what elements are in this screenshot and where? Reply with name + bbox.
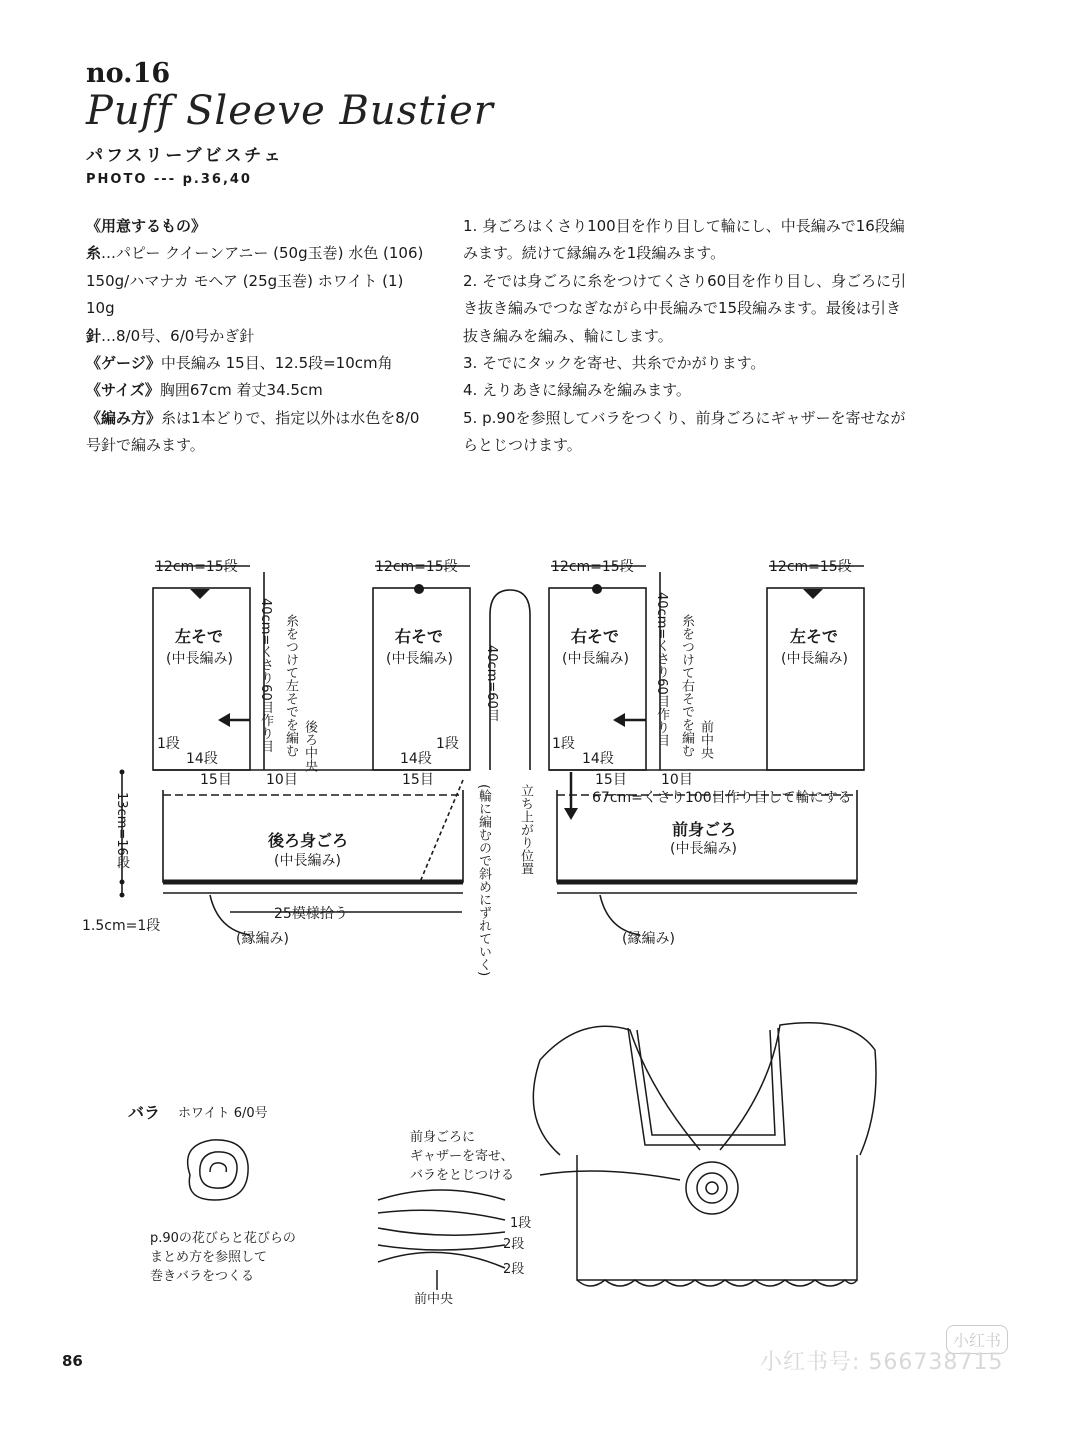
right-sleeve-label: 右そで <box>395 627 444 646</box>
left-sleeve-label: 左そで <box>175 627 224 646</box>
rise-note: (輪に編むので斜めにずれていく) <box>476 784 491 977</box>
pattern-number: no.16 <box>86 58 171 89</box>
rose-note: p.90の花びらと花びらの <box>150 1231 296 1246</box>
edging-label: (縁編み) <box>622 931 675 947</box>
needle-text: …8/0号、6/0号かぎ針 <box>101 326 255 345</box>
row-label: 1段 <box>510 1216 532 1231</box>
stitch-count: 10目 <box>266 772 298 788</box>
stitch-label: (中長編み) <box>386 651 453 667</box>
row-label: 2段 <box>503 1262 525 1277</box>
stitch-label: (中長編み) <box>562 651 629 667</box>
dim-label: 12cm=15段 <box>769 559 852 575</box>
stitch-count: 15目 <box>402 772 434 788</box>
step-item: 5. p.90を参照してバラをつくり、前身ごろにギャザーを寄せながらとじつけます。 <box>463 408 906 455</box>
stitch-label: (中長編み) <box>781 651 848 667</box>
watermark-id: 小红书号: 566738715 <box>760 1350 1004 1375</box>
body-chain-label: 67cm=くさり100目作り目して輪にする <box>592 790 852 806</box>
size-text: 胸囲67cm 着丈34.5cm <box>159 381 323 400</box>
rose-title: バラ <box>128 1103 161 1122</box>
step-item: 4. えりあきに縁編みを編みます。 <box>463 381 691 400</box>
chain-label: 40cm=くさり60目作り目 <box>258 598 273 753</box>
step-item: 3. そでにタックを寄せ、共糸でかがります。 <box>463 354 766 373</box>
step-item: 1. 身ごろはくさり100目を作り目して輪にし、中長編みで16段編みます。続けて縁編みを1段編みます。 <box>463 217 905 263</box>
row-label: 1段 <box>157 736 180 752</box>
materials-heading: 《用意するもの》 <box>86 217 207 235</box>
rose-note: まとめ方を参照して <box>150 1250 268 1265</box>
stitch-label: (中長編み) <box>274 853 341 869</box>
row-label: 2段 <box>503 1237 525 1252</box>
front-center-label: 前中央 <box>414 1292 454 1307</box>
edging-label: (縁編み) <box>236 931 289 947</box>
rose-spec: ホワイト 6/0号 <box>178 1106 268 1121</box>
rows-label: 14段 <box>582 751 614 767</box>
pickup-label: 25模様拾う <box>274 906 348 922</box>
method-label: 《編み方》 <box>86 408 162 427</box>
rose-note: 巻きバラをつくる <box>150 1269 255 1284</box>
left-sleeve-front-piece <box>767 588 864 770</box>
rows-label: 14段 <box>186 751 218 767</box>
yarn-label: 糸 <box>86 244 102 263</box>
script-title: Puff Sleeve Bustier <box>86 88 494 134</box>
height-label: 13cm=16段 <box>114 792 129 869</box>
row-label: 1段 <box>552 736 575 752</box>
dim-label: 12cm=15段 <box>375 559 458 575</box>
front-center-label: 前中央 <box>698 720 713 759</box>
chain-label: 40cm=くさり60目作り目 <box>654 592 669 747</box>
stitch-count: 15目 <box>200 772 232 788</box>
attach-note: 糸をつけて右そでを編む <box>679 614 694 757</box>
page-number: 86 <box>62 1352 83 1370</box>
stitch-count: 10目 <box>661 772 693 788</box>
photo-reference: PHOTO --- p.36,40 <box>86 172 252 187</box>
back-center-label: 後ろ中央 <box>302 720 317 772</box>
step-item: 2. そでは身ごろに糸をつけてくさり60目を作り目し、身ごろに引き抜き編みでつなぎながら中長編みで15段編みます。最後は引き抜き編みを編み、輪にします。 <box>463 271 907 345</box>
japanese-title: パフスリーブビスチェ <box>86 146 284 166</box>
edge-height-label: 1.5cm=1段 <box>82 918 161 934</box>
right-sleeve-label: 右そで <box>571 627 620 646</box>
dim-label: 12cm=15段 <box>155 559 238 575</box>
needle-label: 針 <box>86 326 102 345</box>
front-body-label: 前身ごろ <box>672 820 737 839</box>
stitch-label: (中長編み) <box>670 841 737 857</box>
watermark-logo: 小红书 <box>946 1325 1008 1354</box>
gather-note: 前身ごろに <box>410 1130 476 1145</box>
stitch-count: 15目 <box>595 772 627 788</box>
left-sleeve-label: 左そで <box>790 627 839 646</box>
row-label: 1段 <box>436 736 459 752</box>
back-body-label: 後ろ身ごろ <box>268 831 349 850</box>
attach-note: 糸をつけて左そでを編む <box>283 614 298 757</box>
gather-note: ギャザーを寄せ、 <box>410 1149 514 1164</box>
rise-label: 立ち上がり位置 <box>518 784 533 875</box>
gauge-label: 《ゲージ》 <box>86 354 161 373</box>
gauge-text: 中長編み 15目、12.5段=10cm角 <box>160 354 393 373</box>
stitch-label: (中長編み) <box>166 651 233 667</box>
gather-note: バラをとじつける <box>410 1168 515 1183</box>
size-label: 《サイズ》 <box>86 381 160 400</box>
yarn-text: …パピー クイーンアニー (50g玉巻) 水色 (106) 150g/ハマナカ モヘア (25g玉巻) ホワイト (1) 10g <box>86 244 424 318</box>
dim-label: 12cm=15段 <box>551 559 634 575</box>
method-text: 糸は1本どりで、指定以外は水色を8/0号針で編みます。 <box>86 408 420 455</box>
ring-label: 40cm=60目 <box>484 645 499 722</box>
rows-label: 14段 <box>400 751 432 767</box>
